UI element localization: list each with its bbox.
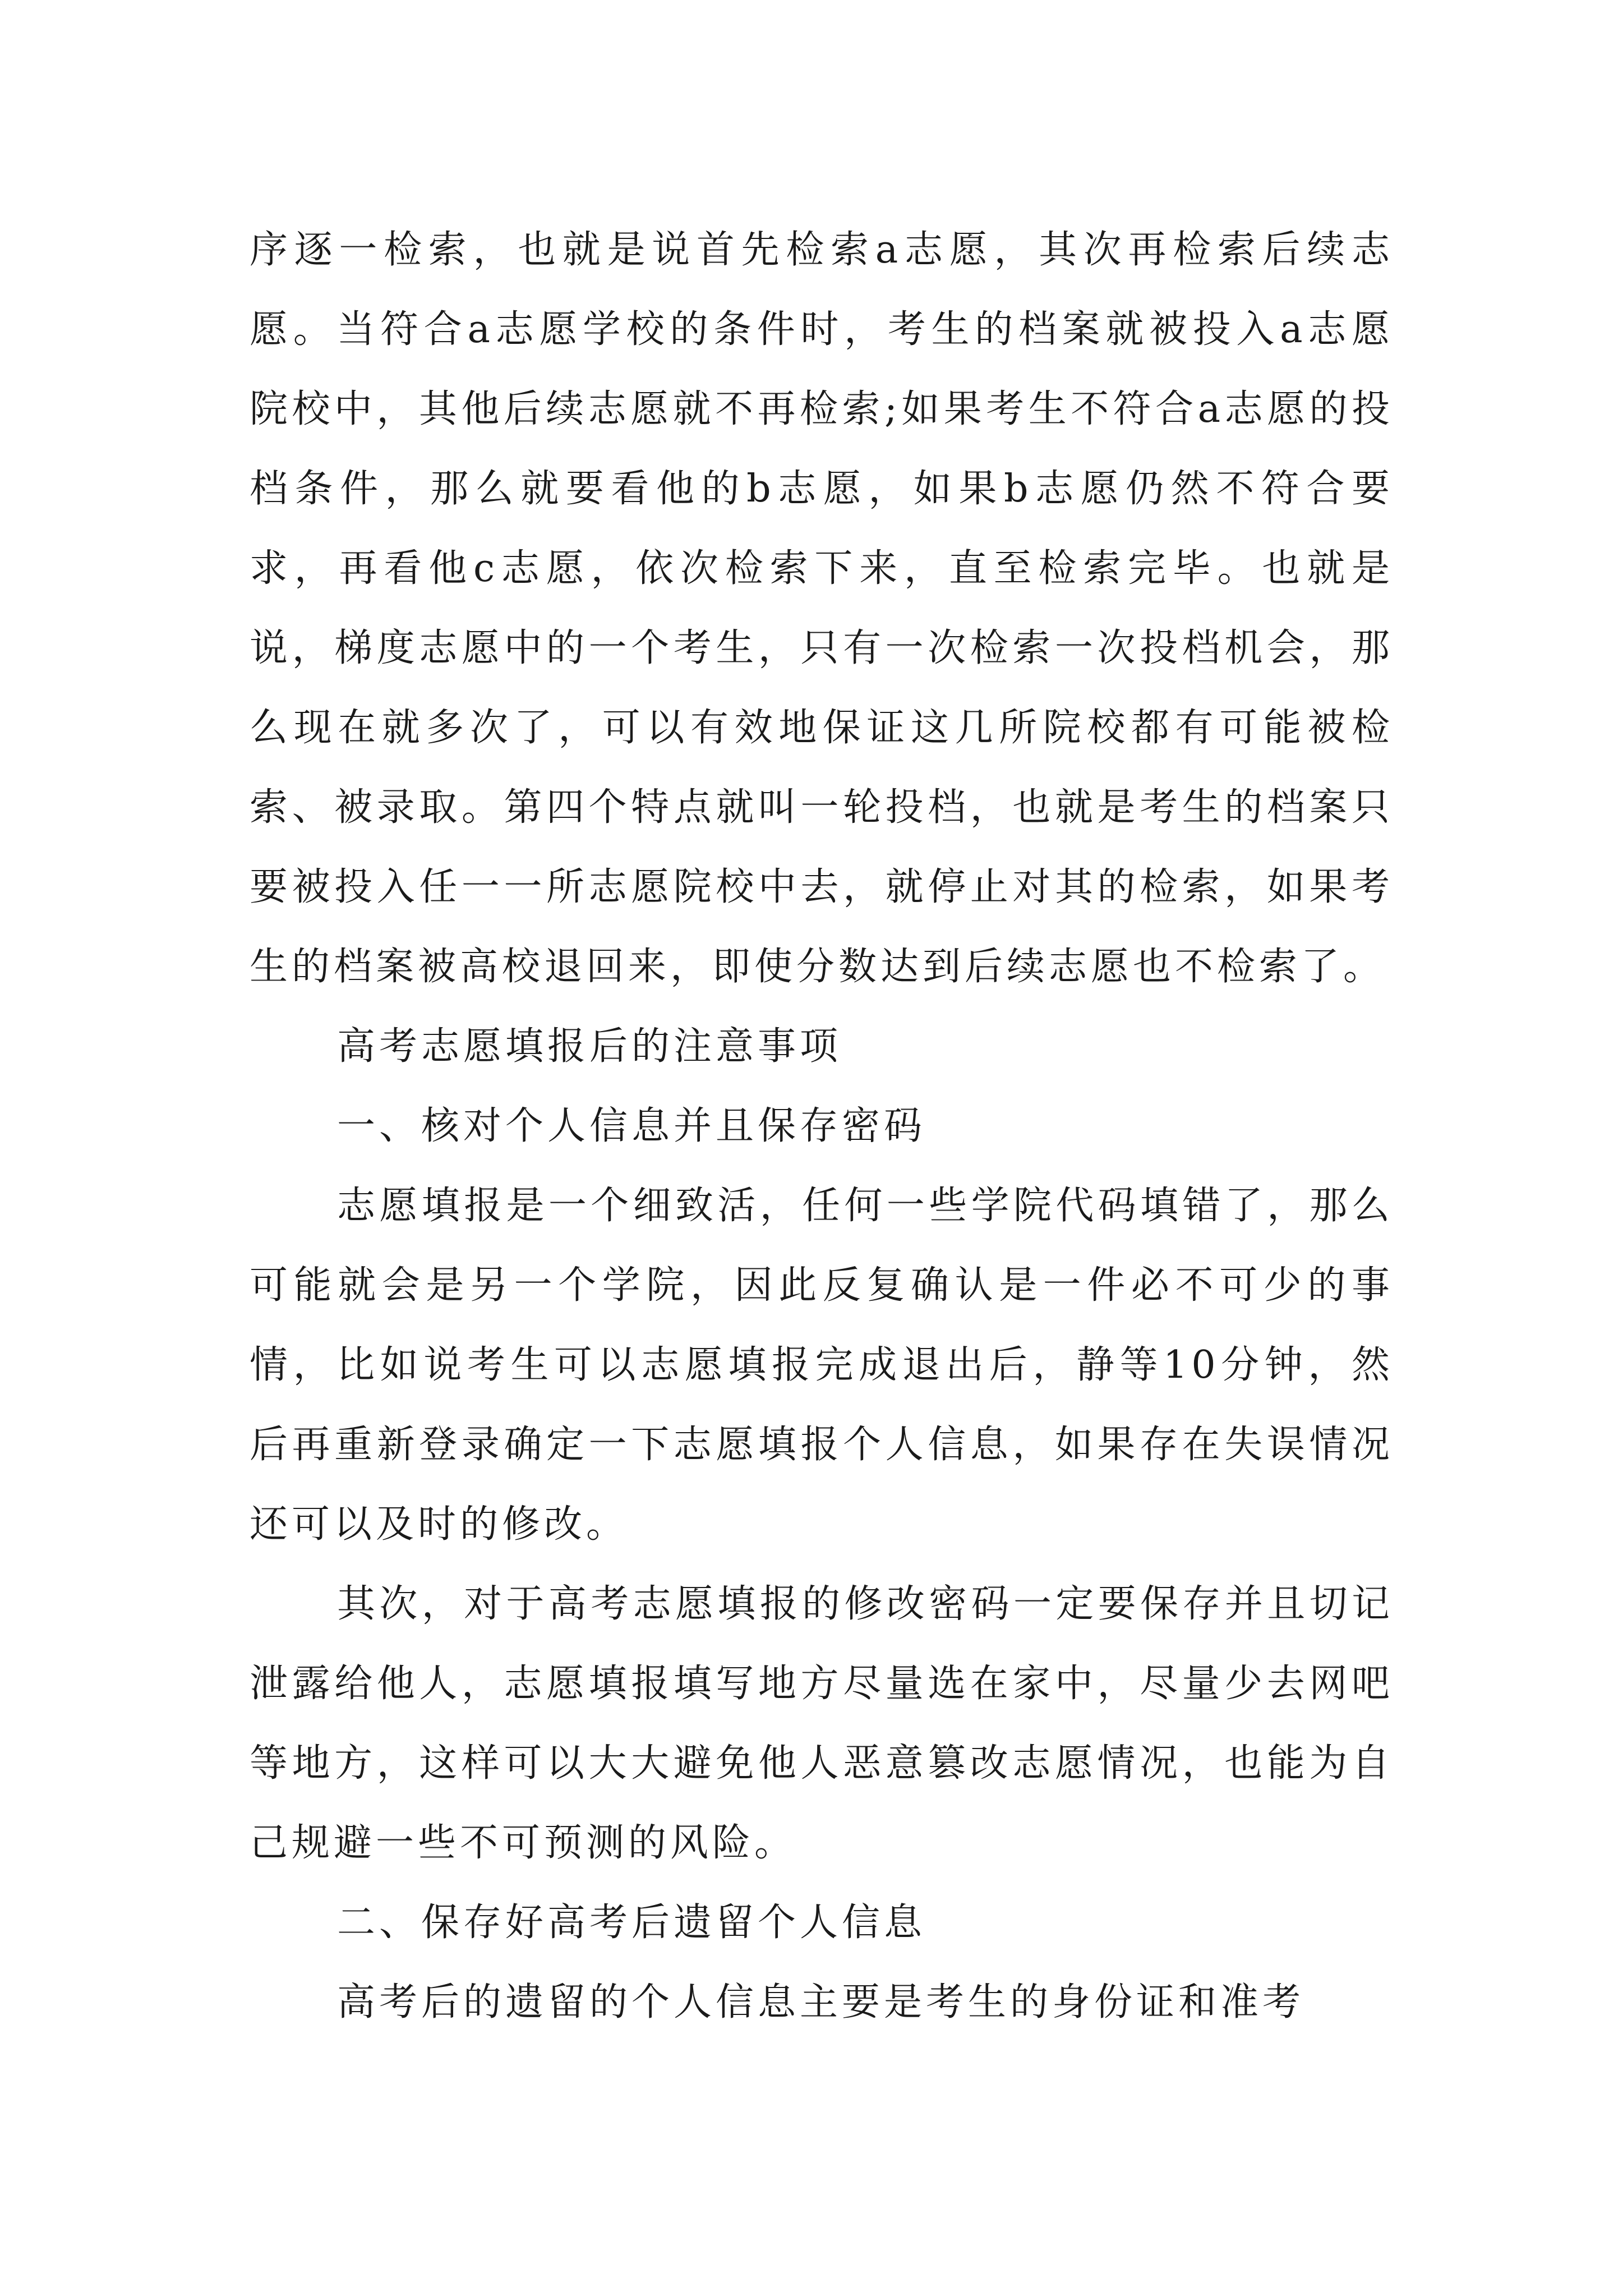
paragraph-personal-info: 高考后的遗留的个人信息主要是考生的身份证和准考 [337,1980,1305,2024]
subsection-heading-2: 二、保存好高考后遗留个人信息 [337,1901,926,1945]
paragraph-continuation: 序逐一检索，也就是说首先检索a志愿，其次再检索后续志愿。当符合a志愿学校的条件时，考生的档案就被投入a志愿院校中，其他后续志愿就不再检索;如果考生不符合a志愿的投档条件，那么就要看他的b志愿，如果b志愿仍然不符合要求，再看他c志愿，依次检索下来，直至检索完毕。也就是说，梯度志愿中的一个考生，只有一次检索一次投档机会，那么现在就多次了，可以有效地保证这几所院校都有可能被检索、被录取。第四个特点就叫一轮投档，也就是考生的档案只要被投入任一一所志愿院校中去，就停止对其的检索，如果考生的档案被高校退回来，即使分数达到后续志愿也不检索了。 [250,228,1394,989]
subsection-heading-1: 一、核对个人信息并且保存密码 [337,1104,926,1148]
document-body [250,210,1394,2042]
paragraph-verify-info: 志愿填报是一个细致活，任何一些学院代码填错了，那么可能就会是另一个学院，因此反复确认是一件必不可少的事情，比如说考生可以志愿填报完成退出后，静等10分钟，然后再重新登录确定一下志愿填报个人信息，如果存在失误情况还可以及时的修改。 [250,1184,1394,1547]
section-title: 高考志愿填报后的注意事项 [337,1024,842,1069]
paragraph-password: 其次，对于高考志愿填报的修改密码一定要保存并且切记泄露给他人，志愿填报填写地方尽量选在家中，尽量少去网吧等地方，这样可以大大避免他人恶意篡改志愿情况，也能为自己规避一些不可预测的风险。 [250,1582,1394,1865]
